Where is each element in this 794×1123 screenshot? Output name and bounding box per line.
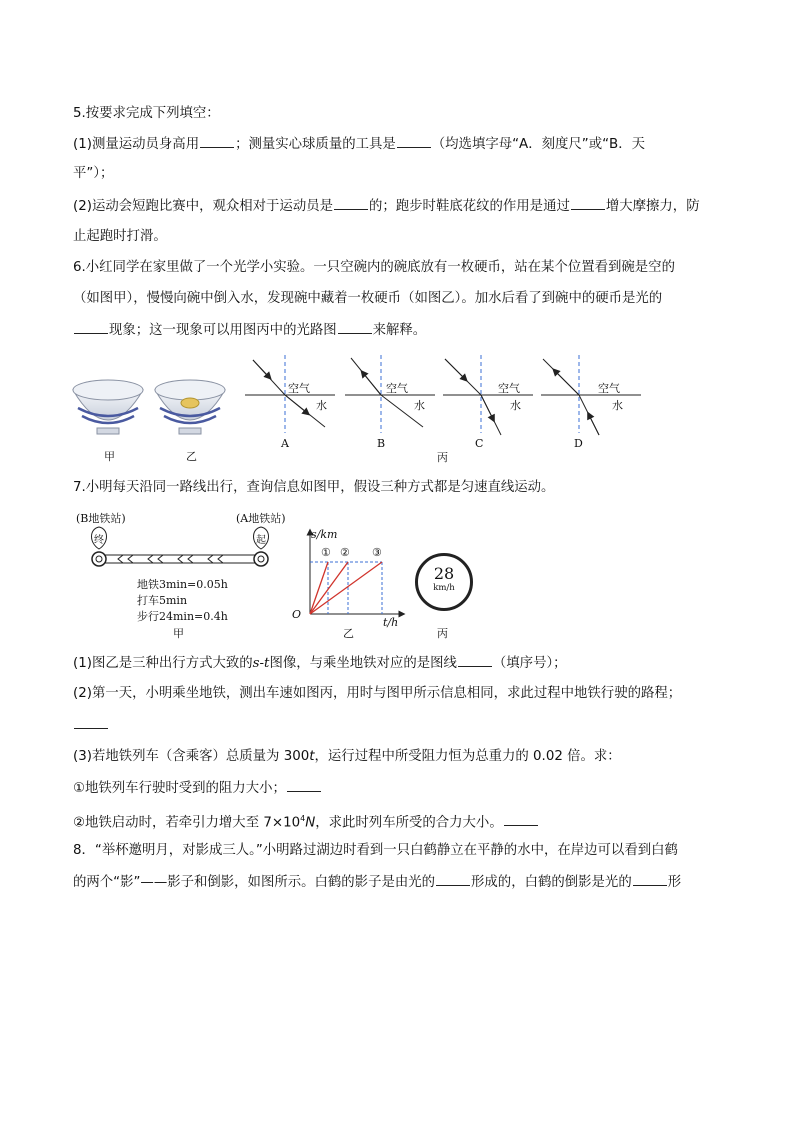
q8-line2 — [73, 872, 681, 893]
line-1-label: ① — [321, 546, 331, 559]
q7-part5 — [73, 809, 539, 833]
caption-yi: 乙 — [186, 450, 197, 463]
label-air-d: 空气 — [598, 382, 620, 395]
answer-blank[interactable] — [504, 812, 538, 826]
start-mark: 起 — [256, 535, 266, 546]
q7-p3-unit: t — [309, 749, 315, 764]
q6-line1: 6.小红同学在家里做了一个光学小实验。一只空碗内的碗底放有一枚硬币，站在某个位置看到碗是空的 — [73, 260, 675, 275]
q8-l2-text-a: 的两个“影”——影子和倒影，如图所示。白鹤的影子是由光的 — [73, 875, 436, 890]
q7-part3 — [73, 747, 621, 767]
q7-p1-st: s-t — [252, 656, 270, 671]
answer-blank[interactable] — [334, 196, 368, 210]
answer-blank[interactable] — [200, 134, 234, 148]
line-2 — [310, 562, 348, 614]
q8-l2-text-b: 形成的，白鹤的倒影是光的 — [471, 875, 632, 890]
label-air-a: 空气 — [288, 382, 310, 395]
q6-line2: （如图甲），慢慢向碗中倒入水，发现碗中藏着一枚硬币（如图乙）。加水后看了到碗中的硬币是光的 — [73, 291, 663, 306]
bowl-yi — [155, 380, 225, 434]
q7-p5-text-a: ②地铁启动时，若牵引力增大至 7×10 — [73, 815, 301, 831]
route-info-3: 步行24min=0.4h — [137, 610, 228, 623]
bowl-jia — [73, 380, 143, 434]
answer-blank[interactable] — [287, 778, 321, 792]
q7-p1-text-c: 图像，与乘坐地铁对应的是图线 — [269, 656, 457, 671]
option-a: A — [281, 437, 289, 450]
q7-p1-text-d: （填序号）； — [492, 656, 567, 671]
line-2-label: ② — [340, 546, 350, 559]
q5-p1-text-a: (1)测量运动员身高用 — [73, 137, 200, 152]
q7-p3-text-c: ，运行过程中所受阻力恒为总重力的 0.02 倍。求： — [314, 749, 621, 764]
origin-label: O — [292, 608, 302, 621]
label-air-b: 空气 — [386, 382, 408, 395]
caption-yi-7: 乙 — [343, 627, 354, 640]
q5-p1-text-c: （均选填字母“A．刻度尺”或“B．天 — [431, 137, 646, 152]
line-1 — [310, 562, 328, 614]
label-air-c: 空气 — [498, 382, 520, 395]
q6-line3 — [73, 320, 426, 341]
light-path-diagrams — [245, 355, 645, 455]
speed-unit: km/h — [433, 583, 455, 593]
q7-p5-text-c: ，求此时列车所受的合力大小。 — [315, 815, 503, 831]
speedometer — [415, 553, 473, 611]
q5-part1-cont: 平”）； — [73, 166, 114, 181]
q5-p2-text-c: 增大摩擦力，防 — [605, 199, 700, 214]
end-mark: 终 — [94, 535, 104, 546]
speed-value: 28 — [433, 564, 455, 583]
route-info-2: 打车5min — [137, 594, 188, 607]
option-c: C — [475, 437, 484, 450]
station-b-label: (B地铁站) — [76, 512, 126, 525]
label-water-a: 水 — [316, 399, 327, 412]
q7-p1-text-a: (1)图乙是三种出行方式大致的 — [73, 656, 253, 671]
q5-part2-cont: 止起跑时打滑。 — [73, 229, 167, 244]
answer-blank[interactable] — [458, 653, 492, 667]
bowls-figure — [70, 372, 230, 444]
caption-jia: 甲 — [104, 450, 115, 463]
q5-p2-text-a: (2)运动会短跑比赛中，观众相对于运动员是 — [73, 199, 333, 214]
q7-p5-exponent: 4 — [300, 814, 306, 823]
q5-p1-text-b: ；测量实心球质量的工具是 — [235, 137, 396, 152]
answer-blank[interactable] — [633, 872, 667, 886]
diagram-d — [541, 355, 641, 435]
q7-part2-answer — [73, 715, 109, 736]
answer-blank[interactable] — [74, 715, 108, 729]
q6-l3-text-b: 来解释。 — [372, 323, 427, 338]
q8-l2-text-c: 形 — [667, 875, 682, 890]
label-water-c: 水 — [510, 399, 521, 412]
q5-title: 5.按要求完成下列填空： — [73, 106, 220, 121]
q7-part4 — [73, 778, 322, 799]
q6-l3-text-a: 现象；这一现象可以用图丙中的光路图 — [109, 323, 337, 338]
q7-p5-unit: N — [305, 815, 316, 831]
caption-jia-7: 甲 — [173, 627, 184, 640]
caption-bing-7: 丙 — [437, 627, 448, 640]
caption-bing: 丙 — [437, 451, 448, 464]
answer-blank[interactable] — [338, 320, 372, 334]
answer-blank[interactable] — [436, 872, 470, 886]
st-graph — [298, 528, 408, 623]
line-3-label: ③ — [372, 546, 382, 559]
q7-part2: (2)第一天，小明乘坐地铁，测出车速如图丙，用时与图甲所示信息相同，求此过程中地铁行驶的路程； — [73, 686, 682, 701]
q7-p4-text: ①地铁列车行驶时受到的阻力大小； — [73, 781, 286, 796]
route-info-1: 地铁3min=0.05h — [137, 578, 228, 591]
q5-part2 — [73, 196, 700, 217]
q5-part1 — [73, 134, 645, 155]
option-d: D — [574, 437, 583, 450]
axis-y-label: s/km — [311, 528, 338, 541]
station-a-label: (A地铁站) — [236, 512, 286, 525]
q8-line1: 8．“举杯邀明月，对影成三人。”小明路过湖边时看到一只白鹤静立在平静的水中，在岸边可以看到白鹤 — [73, 843, 678, 858]
option-b: B — [377, 437, 386, 450]
q7-title: 7.小明每天沿同一路线出行，查询信息如图甲，假设三种方式都是匀速直线运动。 — [73, 480, 555, 495]
line-3 — [310, 562, 382, 614]
label-water-d: 水 — [612, 399, 623, 412]
q7-part1 — [73, 653, 567, 674]
axis-x-label: t/h — [383, 616, 399, 629]
q5-p2-text-b: 的；跑步时鞋底花纹的作用是通过 — [369, 199, 570, 214]
answer-blank[interactable] — [571, 196, 605, 210]
coin-icon — [181, 398, 199, 408]
label-water-b: 水 — [414, 399, 425, 412]
answer-blank[interactable] — [74, 320, 108, 334]
q7-p3-text-a: (3)若地铁列车（含乘客）总质量为 300 — [73, 749, 310, 764]
answer-blank[interactable] — [397, 134, 431, 148]
